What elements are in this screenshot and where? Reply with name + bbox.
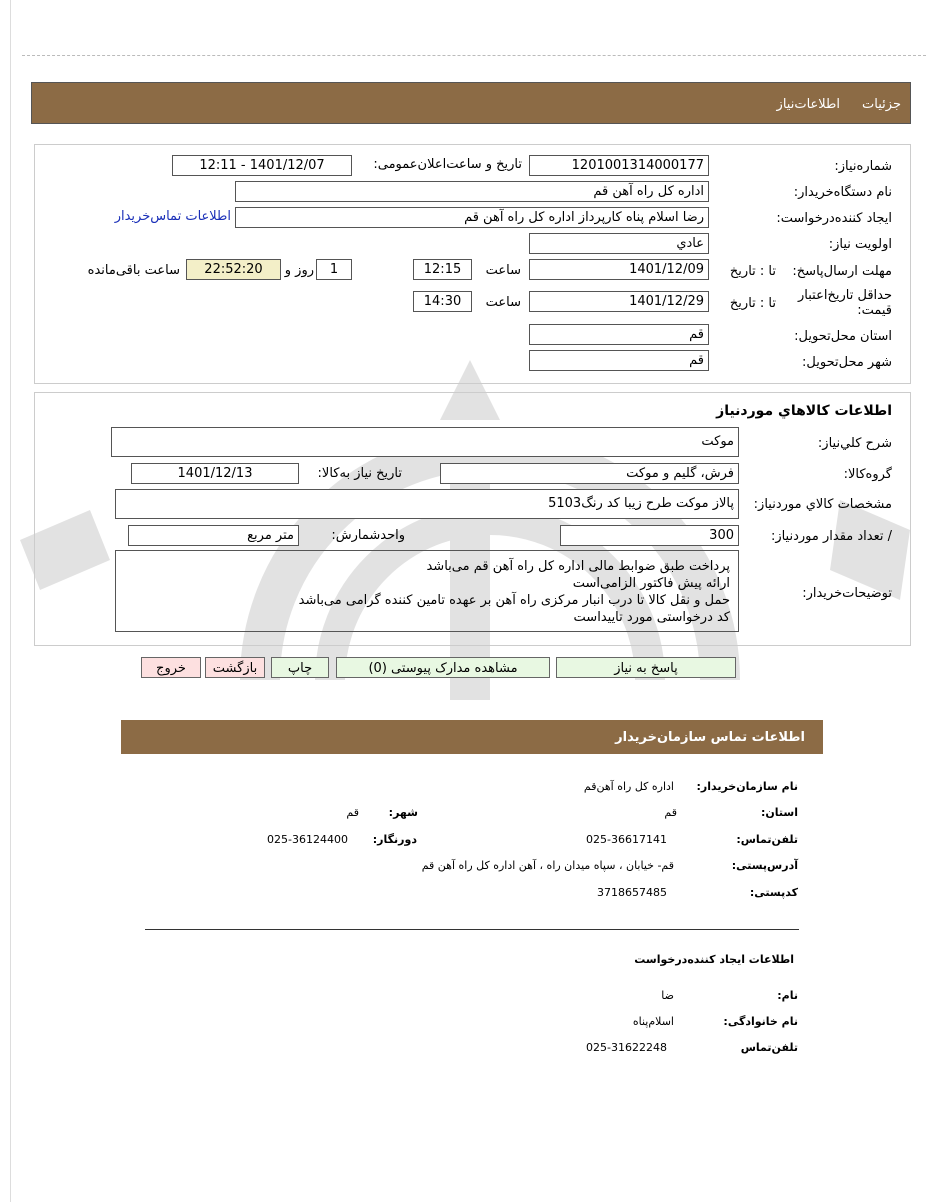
- creator-phone-value: 025-31622248: [586, 1041, 667, 1054]
- summary-field: موکت: [111, 427, 739, 457]
- announce-label: تاریخ و ساعت‌اعلان‌عمومی:: [373, 157, 522, 172]
- deadline-label: مهلت ارسال‌پاسخ:: [792, 264, 892, 279]
- need-date-label: تاريخ نياز به‌کالا:: [317, 466, 402, 481]
- creator-field: رضا اسلام پناه کارپرداز اداره کل راه آهن قم: [235, 207, 709, 228]
- deadline-date-field: 1401/12/09: [529, 259, 709, 280]
- contact-city-label: شهر:: [388, 806, 418, 819]
- creator-name-label: نام:: [777, 989, 798, 1002]
- description-line: حمل و نقل کالا تا درب انبار مرکزی راه آهن بر عهده تامین کننده گرامی می‌باشد: [298, 593, 730, 608]
- validity-to-date-label: تا : تاریخ: [729, 296, 776, 311]
- org-value: اداره کل راه آهن‌قم: [583, 780, 674, 793]
- postal-label: کد‌پستی:: [749, 886, 798, 899]
- deadline-time-field: 12:15: [413, 259, 472, 280]
- address-value: قم- خیابان ، سپاه میدان راه ، آهن اداره کل راه آهن قم: [421, 859, 674, 872]
- phone-value: 025-36617141: [586, 833, 667, 846]
- contact-province-value: قم: [664, 806, 677, 819]
- group-label: گروه‌کالا:: [843, 467, 892, 482]
- contact-city-value: قم: [346, 806, 359, 819]
- days-label: روز و: [284, 263, 314, 278]
- org-label: نام سازمان‌خریدار:: [696, 780, 798, 793]
- fax-value: 025-36124400: [267, 833, 348, 846]
- unit-field: متر مربع: [128, 525, 299, 546]
- exit-button[interactable]: خروج: [141, 657, 201, 678]
- phone-label: تلفن‌تماس:: [736, 833, 798, 846]
- creator-phone-label: تلفن‌تماس: [740, 1041, 798, 1054]
- quantity-field: 300: [560, 525, 739, 546]
- creator-name-value: ضا: [661, 989, 674, 1002]
- creator-family-label: نام خانوادگی:: [723, 1015, 798, 1028]
- creator-label: ایجاد کننده‌درخواست:: [776, 211, 892, 226]
- remaining-time-field: 22:52:20: [186, 259, 281, 280]
- reply-button[interactable]: پاسخ به نیاز: [556, 657, 736, 678]
- contact-header: [121, 720, 823, 754]
- priority-label: اولویت‌ نیاز:: [828, 237, 892, 252]
- description-field: [115, 550, 739, 632]
- province-label: استان محل‌تحویل:: [794, 329, 892, 344]
- view-documents-button[interactable]: مشاهده مدارک پیوستی (0): [336, 657, 550, 678]
- quantity-label: / تعداد مقدار مورد‌نياز:: [770, 529, 892, 544]
- validity-time-label: ساعت: [485, 295, 521, 310]
- remaining-label: ساعت باقی‌مانده: [87, 263, 180, 278]
- back-button[interactable]: بازگشت: [205, 657, 265, 678]
- days-field: 1: [316, 259, 352, 280]
- validity-label: حداقل تاریخ‌اعتبار قیمت:: [798, 288, 892, 318]
- tab-need-info[interactable]: اطلاعات‌نیاز: [776, 97, 840, 112]
- deadline-to-date-label: تا : تاریخ: [729, 264, 776, 279]
- city-label: شهر محل‌تحویل:: [802, 355, 892, 370]
- province-field: قم: [529, 324, 709, 345]
- fax-label: دورنگار:: [372, 833, 417, 846]
- top-divider: [22, 55, 926, 56]
- tabs-header: [31, 82, 911, 124]
- need-number-field: 1201001314000177: [529, 155, 709, 176]
- priority-field: عادي: [529, 233, 709, 254]
- address-label: آدرس‌پستی:: [731, 859, 798, 872]
- announce-field: 1401/12/07 - 12:11: [172, 155, 352, 176]
- buyer-org-field: اداره کل راه آهن قم: [235, 181, 709, 202]
- goods-title: اطلاعات کالاهاي موردنياز: [716, 403, 892, 419]
- validity-time-field: 14:30: [413, 291, 472, 312]
- need-number-label: شماره‌نیاز:: [834, 159, 892, 174]
- description-line: پرداخت طبق ضوابط مالی اداره کل راه آهن قم می‌باشد: [426, 559, 730, 574]
- spec-field: پالاز موکت طرح زیبا کد رنگ5103: [115, 489, 739, 519]
- spec-label: مشخصات کالاي مورد‌نياز:: [753, 497, 892, 512]
- tab-details[interactable]: جزئیات: [862, 97, 901, 112]
- description-line: کد درخواستی مورد تاییداست: [573, 610, 730, 625]
- creator-info-title: اطلاعات ایجاد کننده‌درخواست: [634, 953, 794, 966]
- contact-title: اطلاعات تماس سازمان‌خریدار: [615, 730, 805, 745]
- need-date-field: 1401/12/13: [131, 463, 299, 484]
- city-field: قم: [529, 350, 709, 371]
- creator-family-value: اسلام‌پناه: [632, 1015, 674, 1028]
- group-field: فرش، گلیم و موکت: [440, 463, 739, 484]
- buyer-org-label: نام دستگاه‌خریدار:: [793, 185, 892, 200]
- unit-label: واحد‌شمارش:: [331, 528, 405, 543]
- contact-province-label: استان:: [761, 806, 798, 819]
- postal-value: 3718657485: [597, 886, 667, 899]
- contact-separator: [145, 929, 799, 930]
- validity-date-field: 1401/12/29: [529, 291, 709, 312]
- buyer-contact-link[interactable]: اطلاعات تماس‌خریدار: [114, 209, 231, 224]
- description-label: توضيحات‌خريدار:: [802, 586, 892, 601]
- deadline-time-label: ساعت: [485, 263, 521, 278]
- summary-label: شرح کلي‌نياز:: [817, 436, 892, 451]
- print-button[interactable]: چاپ: [271, 657, 329, 678]
- description-line: ارائه پیش فاکتور الزامی‌است: [572, 576, 730, 591]
